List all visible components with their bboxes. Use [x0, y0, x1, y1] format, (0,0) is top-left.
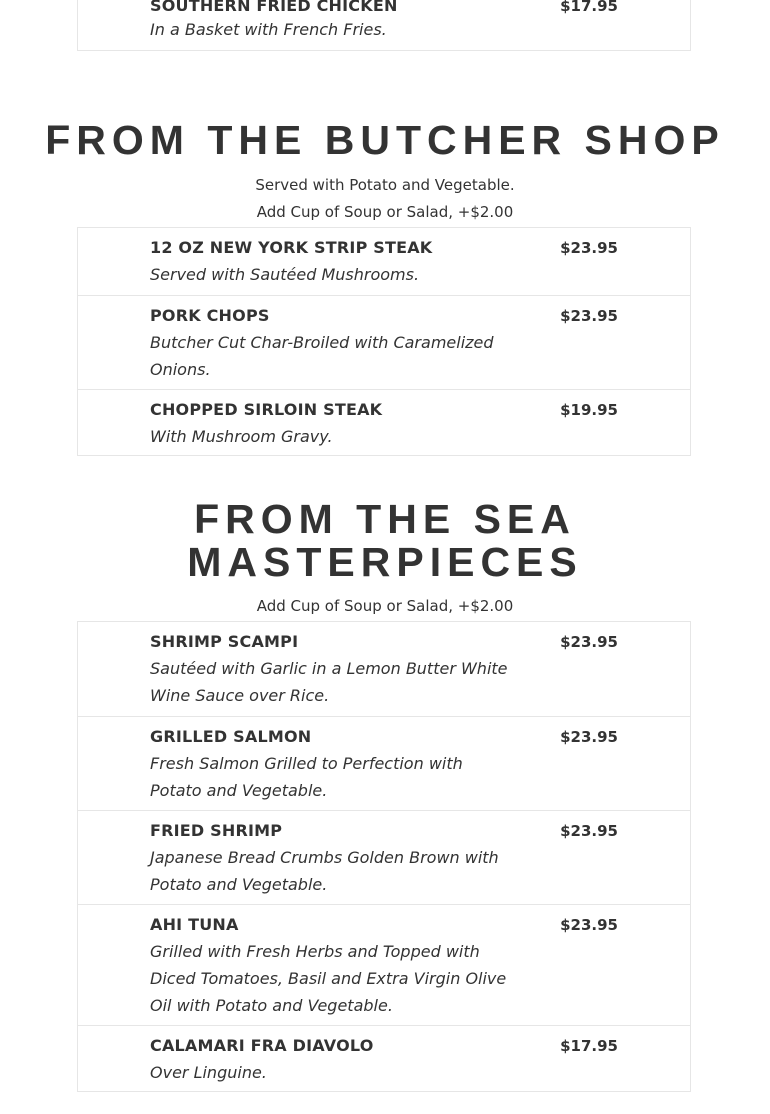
item-price: $19.95: [560, 401, 618, 419]
item-description: Served with Sautéed Mushrooms.: [150, 265, 420, 284]
item-price: $17.95: [560, 1037, 618, 1055]
item-name: SHRIMP SCAMPI: [150, 632, 299, 651]
item-description-line: Onions.: [150, 360, 211, 379]
item-name: AHI TUNA: [150, 915, 239, 934]
item-price: $23.95: [560, 916, 618, 934]
section-title-line: FROM THE SEA: [194, 496, 576, 542]
item-price: $23.95: [560, 239, 618, 257]
item-name: FRIED SHRIMP: [150, 821, 283, 840]
menu-item: [78, 0, 690, 49]
item-description-line: Japanese Bread Crumbs Golden Brown with: [150, 848, 499, 867]
item-description: [150, 844, 530, 898]
section-title-sea: [0, 498, 770, 584]
menu-box-butcher: [77, 227, 691, 456]
menu-item: [78, 389, 690, 455]
item-description-line: Potato and Vegetable.: [150, 875, 328, 894]
item-description-line: Potato and Vegetable.: [150, 781, 328, 800]
item-description-line: Diced Tomatoes, Basil and Extra Virgin Olive: [150, 969, 507, 988]
item-description-line: Grilled with Fresh Herbs and Topped with: [150, 942, 480, 961]
item-name: GRILLED SALMON: [150, 727, 312, 746]
item-description: [150, 750, 530, 804]
item-price: $23.95: [560, 633, 618, 651]
menu-item: [78, 622, 690, 716]
item-description: [150, 329, 530, 383]
item-description-line: Sautéed with Garlic in a Lemon Butter White: [150, 659, 508, 678]
menu-item: [78, 228, 690, 295]
menu-item: [78, 810, 690, 904]
menu-box-sea: [77, 621, 691, 1092]
menu-item: [78, 295, 690, 389]
menu-box-previous-section: [77, 0, 691, 51]
item-name: SOUTHERN FRIED CHICKEN: [150, 0, 398, 15]
section-title-line: MASTERPIECES: [187, 539, 583, 585]
item-description: [150, 655, 530, 709]
item-name: 12 OZ NEW YORK STRIP STEAK: [150, 238, 433, 257]
item-name: CALAMARI FRA DIAVOLO: [150, 1036, 374, 1055]
section-subtitle: Served with Potato and Vegetable.: [255, 176, 515, 194]
section-subtitle: Add Cup of Soup or Salad, +$2.00: [256, 203, 514, 221]
item-description-line: Fresh Salmon Grilled to Perfection with: [150, 754, 463, 773]
menu-item: [78, 1025, 690, 1091]
item-name: CHOPPED SIRLOIN STEAK: [150, 400, 383, 419]
menu-item: [78, 716, 690, 810]
item-price: $17.95: [560, 0, 618, 15]
item-description: Over Linguine.: [150, 1063, 267, 1082]
item-description: With Mushroom Gravy.: [150, 427, 333, 446]
item-name: PORK CHOPS: [150, 306, 270, 325]
menu-item: [78, 904, 690, 1025]
item-description: [150, 938, 530, 1019]
section-subtitle: Add Cup of Soup or Salad, +$2.00: [256, 597, 514, 615]
item-description-line: Butcher Cut Char-Broiled with Caramelized: [150, 333, 494, 352]
item-price: $23.95: [560, 822, 618, 840]
item-description-line: Oil with Potato and Vegetable.: [150, 996, 393, 1015]
section-title-butcher: FROM THE BUTCHER SHOP: [45, 117, 725, 163]
item-price: $23.95: [560, 728, 618, 746]
item-description-line: Wine Sauce over Rice.: [150, 686, 330, 705]
item-description: In a Basket with French Fries.: [150, 20, 387, 39]
item-price: $23.95: [560, 307, 618, 325]
